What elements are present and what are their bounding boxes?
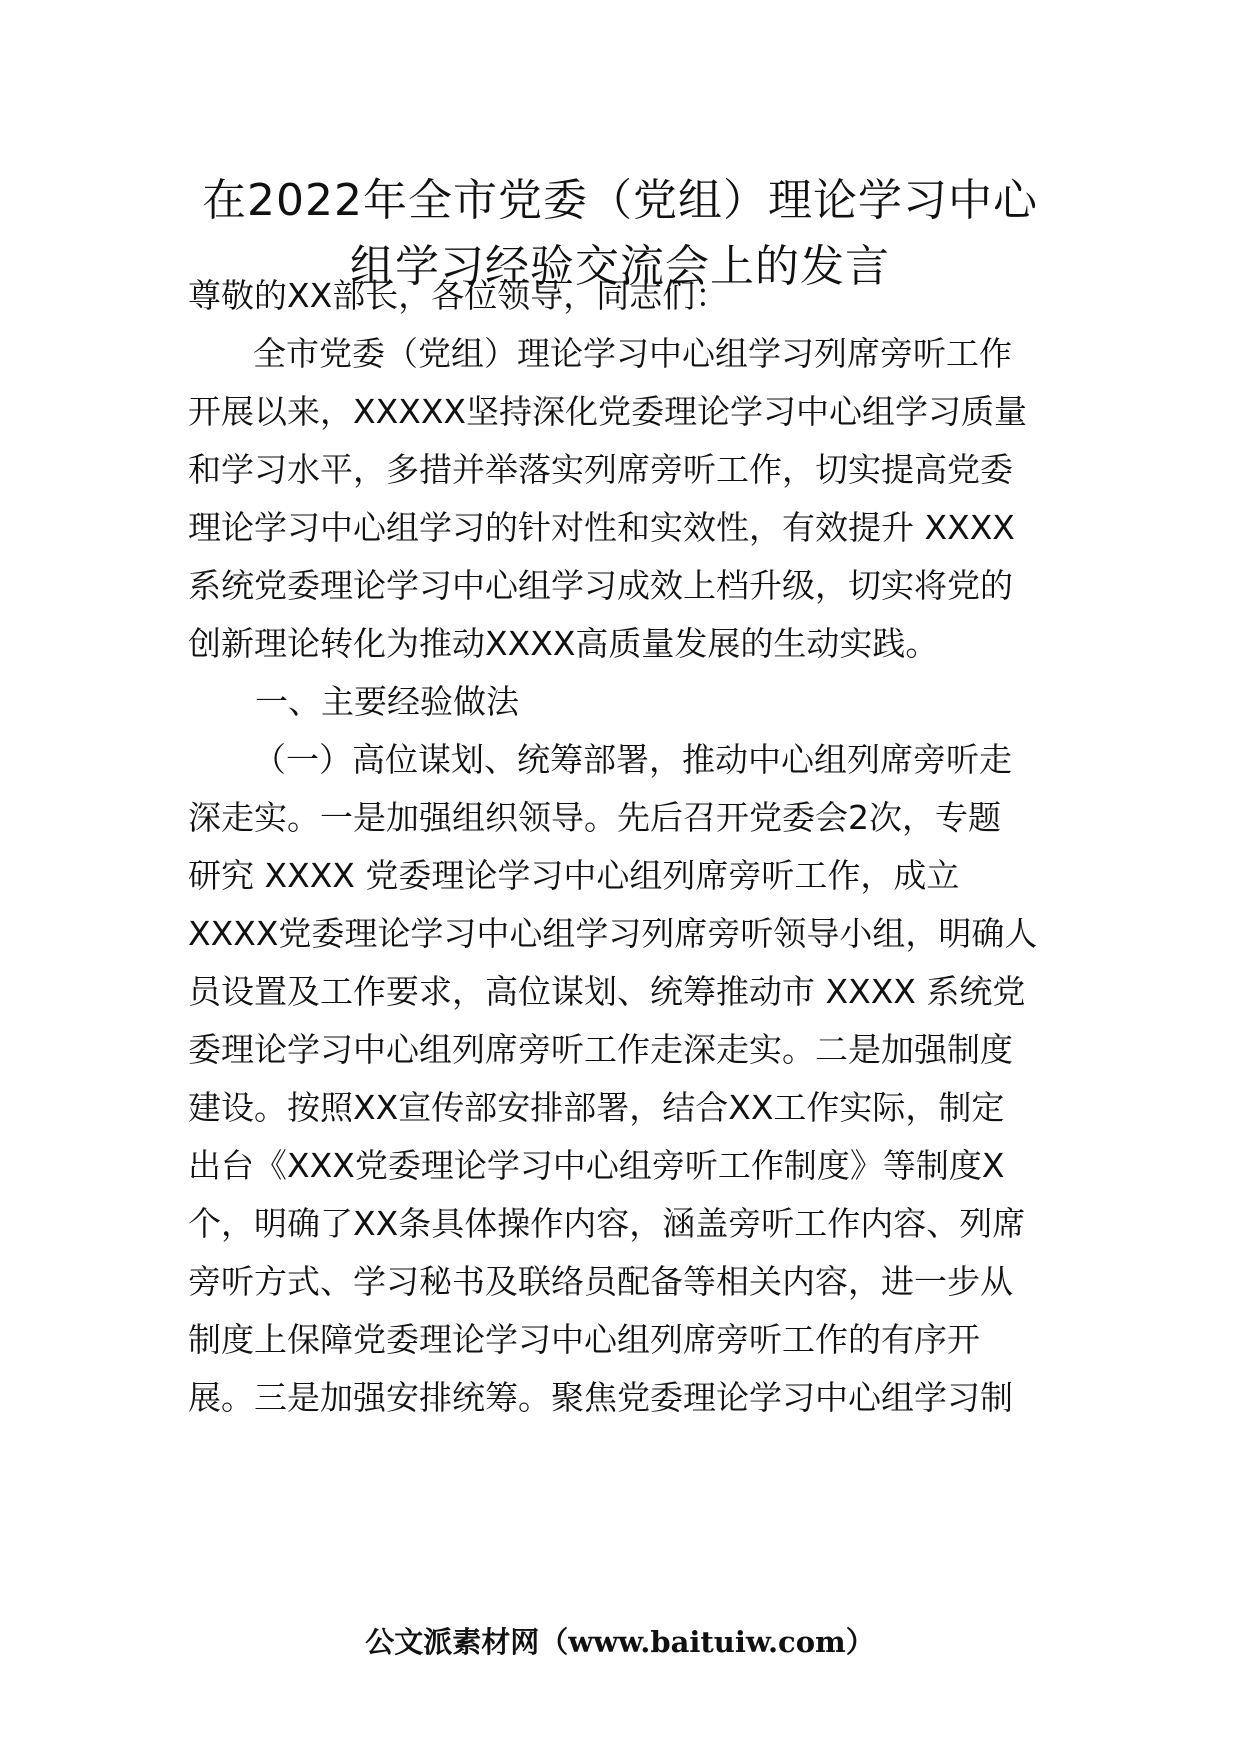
paragraph-line: 展。三是加强安排统筹。聚焦党委理论学习中心组学习制 bbox=[188, 1378, 1013, 1417]
paragraph-line: 创新理论转化为推动XXXX高质量发展的生动实践。 bbox=[188, 624, 939, 663]
paragraph-line: 研究 XXXX 党委理论学习中心组列席旁听工作，成立 bbox=[188, 856, 960, 895]
paragraph-line: 旁听方式、学习秘书及联络员配备等相关内容，进一步从 bbox=[188, 1262, 1013, 1301]
paragraph-line: 系统党委理论学习中心组学习成效上档升级，切实将党的 bbox=[188, 566, 1013, 605]
paragraph-line: 员设置及工作要求，高位谋划、统筹推动市 XXXX 系统党 bbox=[188, 972, 1026, 1011]
paragraph-line: XXXX党委理论学习中心组学习列席旁听领导小组，明确人 bbox=[188, 914, 1038, 953]
footer-watermark-text: 公文派素材网（www.baituiw.com） bbox=[365, 1625, 875, 1659]
paragraph-line: （一）高位谋划、统筹部署，推动中心组列席旁听走 bbox=[253, 740, 1012, 779]
paragraph-line: 建设。按照XX宣传部安排部署，结合XX工作实际，制定 bbox=[188, 1088, 1005, 1127]
paragraph-line: 和学习水平，多措并举落实列席旁听工作，切实提高党委 bbox=[188, 450, 1013, 489]
paragraph-line: 委理论学习中心组列席旁听工作走深走实。二是加强制度 bbox=[188, 1030, 1013, 1069]
title-line-2: 组学习经验交流会上的发言 bbox=[350, 241, 890, 292]
paragraph-line: 开展以来，XXXXX坚持深化党委理论学习中心组学习质量 bbox=[188, 392, 1028, 431]
paragraph-line: 出台《XXX党委理论学习中心组旁听工作制度》等制度X bbox=[188, 1146, 1005, 1185]
section-heading: 一、主要经验做法 bbox=[255, 682, 519, 721]
paragraph-line: 制度上保障党委理论学习中心组列席旁听工作的有序开 bbox=[188, 1320, 980, 1359]
title-line-1: 在2022年全市党委（党组）理论学习中心 bbox=[202, 175, 1038, 226]
paragraph-line: 个，明确了XX条具体操作内容，涵盖旁听工作内容、列席 bbox=[188, 1204, 1026, 1243]
paragraph-line: 深走实。一是加强组织领导。先后召开党委会2次，专题 bbox=[188, 798, 1001, 837]
salutation: 尊敬的XX部长，各位领导，同志们： bbox=[188, 276, 729, 315]
paragraph-line: 全市党委（党组）理论学习中心组学习列席旁听工作 bbox=[253, 334, 1012, 373]
paragraph-line: 理论学习中心组学习的针对性和实效性，有效提升 XXXX bbox=[188, 508, 1015, 547]
